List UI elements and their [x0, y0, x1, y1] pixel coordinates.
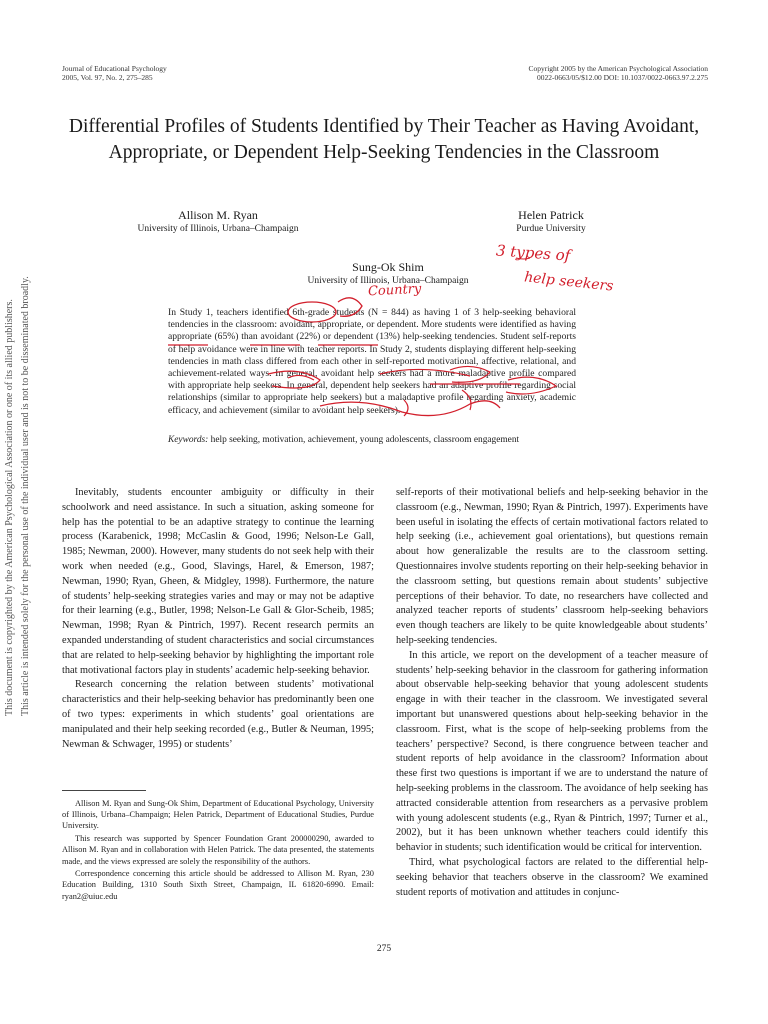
- body-paragraph: Research concerning the relation between students’ motivational characteristics and their help-seeking behavior has predominantly been one of two types: experiments in which students’ goal orientations are manipulated and their help seeking recorded (e.g., Butler & Neuman, 1995; Newman & Schwager, 1995) or students’: [62, 679, 374, 750]
- doi-line: 0022-0663/05/$12.00 DOI: 10.1037/0022-0663.97.2.275: [536, 73, 708, 82]
- footnote-funding: This research was supported by Spencer Foundation Grant 200000290, awarded to Allison M. Ryan and in collaboration with Helen Patrick. The data presented, the statements made, and the views expressed are solely the responsibility of the authors.: [62, 834, 374, 866]
- body-paragraph: In this article, we report on the development of a teacher measure of students’ help-seeking behavior in the classroom for gathering information about observable help-seeking behavior that young adolescent students engage in with their teacher in the classroom. We investigated several important but unanswered questions about help-seeking behavior in the classroom. First, what is the scope of help-seeking problems from the teachers’ perspective? Second, is there congruence between teacher and student reports of help avoidance in the classroom? Information about these first two questions is important if we are to understand the nature of help-seeking problems in the classroom. The avoidance of help seeking has attracted considerable attention from researchers as a pervasive problem with young adolescent students (e.g., Ryan & Pintrich, 1997; Turner et al., 2002), but it has been unknown whether teachers could identify this behavior in students; such identification would be critical for intervention.: [396, 649, 708, 854]
- journal-volume: 2005, Vol. 97, No. 2, 275–285: [62, 73, 153, 82]
- keywords-text: help seeking, motivation, achievement, young adolescents, classroom engagement: [210, 435, 520, 445]
- footnotes: [62, 798, 374, 903]
- author-name: Allison M. Ryan: [178, 208, 258, 222]
- side-notice-line: This document is copyrighted by the American Psychological Association or one of its allied publishers.: [4, 299, 15, 716]
- footnote-affiliations: Allison M. Ryan and Sung-Ok Shim, Department of Educational Psychology, University of Illinois, Urbana–Champaign; Helen Patrick, Department of Educational Studies, Purdue University.: [62, 799, 374, 831]
- author-block-1: [100, 208, 336, 235]
- abstract: In Study 1, teachers identified 6th-grade students (N = 844) as having 1 of 3 help-seeking behavioral tendencies in the classroom: avoidant, appropriate, or dependent. More students were identified as having appropriate (65%) than avoidant (22%) or dependent (13%) help-seeking tendencies. Student self-reports of help avoidance were in line with teacher reports. In Study 2, students displaying different help-seeking tendencies in math class differed from each other in self-reported motivational, affective, relational, and achievement-related ways. In general, avoidant help seekers had a more maladaptive profile compared with appropriate help seekers. In general, dependent help seekers had an adaptive profile regarding social relationships (similar to appropriate help seekers) but a maladaptive profile regarding anxiety, academic efficacy, and achievement (similar to avoidant help seekers).: [168, 307, 576, 416]
- author-name: Sung-Ok Shim: [352, 260, 424, 274]
- journal-header: [62, 64, 167, 82]
- body-paragraph: self-reports of their motivational beliefs and help-seeking behavior in the classroom (e.g., Newman, 1990; Ryan & Pintrich, 1997). Experiments have been useful in isolating the effects of certain motivational factors related to help seeking (i.e., achievement goal orientations), but questions remain about how generalizable the results are to the classroom setting. Questionnaires involve students reporting on their help-seeking behavior in the classroom setting, but questions remain about students’ subjective perceptions of their behavior. To date, no researchers have collected and analyzed teacher reports of students’ classroom help-seeking behaviors even though teachers are likely to be quite knowledgeable about students’ help-seeking tendencies.: [396, 487, 708, 646]
- author-block-3: [270, 260, 506, 287]
- author-name: Helen Patrick: [518, 208, 584, 222]
- side-notice-line: This article is intended solely for the personal use of the individual user and is not to be disseminated broadly.: [20, 276, 31, 716]
- handwritten-note: help seekers: [523, 269, 615, 295]
- author-affiliation: Purdue University: [516, 224, 586, 234]
- body-paragraph: Third, what psychological factors are related to the differential help-seeking behavior that teachers observe in the classroom? We examined student reports of motivation and attitudes in conjunc-: [396, 856, 708, 898]
- article-title: Differential Profiles of Students Identified by Their Teacher as Having Avoidant, Appropriate, or Dependent Help-Seeking Tendencies in the Classroom: [68, 116, 700, 163]
- page-number: 275: [376, 944, 392, 954]
- footnote-correspondence: Correspondence concerning this article should be addressed to Allison M. Ryan, 230 Education Building, 1310 South Sixth Street, Champaign, IL 61820-6990. Email: ryan2@uiuc.edu: [62, 869, 374, 901]
- journal-name: Journal of Educational Psychology: [62, 64, 167, 73]
- keywords-label: Keywords:: [168, 435, 209, 445]
- copyright-header: [528, 64, 708, 82]
- author-affiliation: University of Illinois, Urbana–Champaign: [307, 276, 469, 286]
- author-affiliation: University of Illinois, Urbana–Champaign: [137, 224, 299, 234]
- body-column-right: [396, 486, 708, 900]
- footnote-divider: [62, 790, 146, 791]
- body-column-left: [62, 486, 374, 752]
- handwritten-note: Country: [367, 281, 422, 300]
- copyright-notice: Copyright 2005 by the American Psychological Association: [528, 64, 708, 73]
- pen-stroke: [516, 258, 530, 259]
- author-block-2: [464, 208, 638, 235]
- body-paragraph: Inevitably, students encounter ambiguity or difficulty in their schoolwork and need assistance. In such a situation, asking someone for help has the potential to be an adaptive strategy to continue the learning process (Karabenick, 1998; McCaslin & Good, 1996; Nelson-Le Gall, 1985; Newman, 2000). However, many students do not seek help with their work when needed (e.g., Good, Slavings, Harel, & Emerson, 1987; Newman, 1990; Ryan, Gheen, & Midgley, 1998). Furthermore, the nature of students’ help-seeking strategies varies and may or may not be adaptive for their learning (e.g., Butler, 1998; Nelson-Le Gall & Glor-Scheib, 1985; Newman, 1998; Ryan & Pintrich, 1997). Recent research permits an expanded understanding of student characteristics and social circumstances that are related to help-seeking behavior by highlighting the important role that motivational factors play in students’ academic help-seeking behavior.: [62, 487, 374, 676]
- handwritten-note: 3 types of: [495, 241, 571, 265]
- keywords: [168, 434, 588, 446]
